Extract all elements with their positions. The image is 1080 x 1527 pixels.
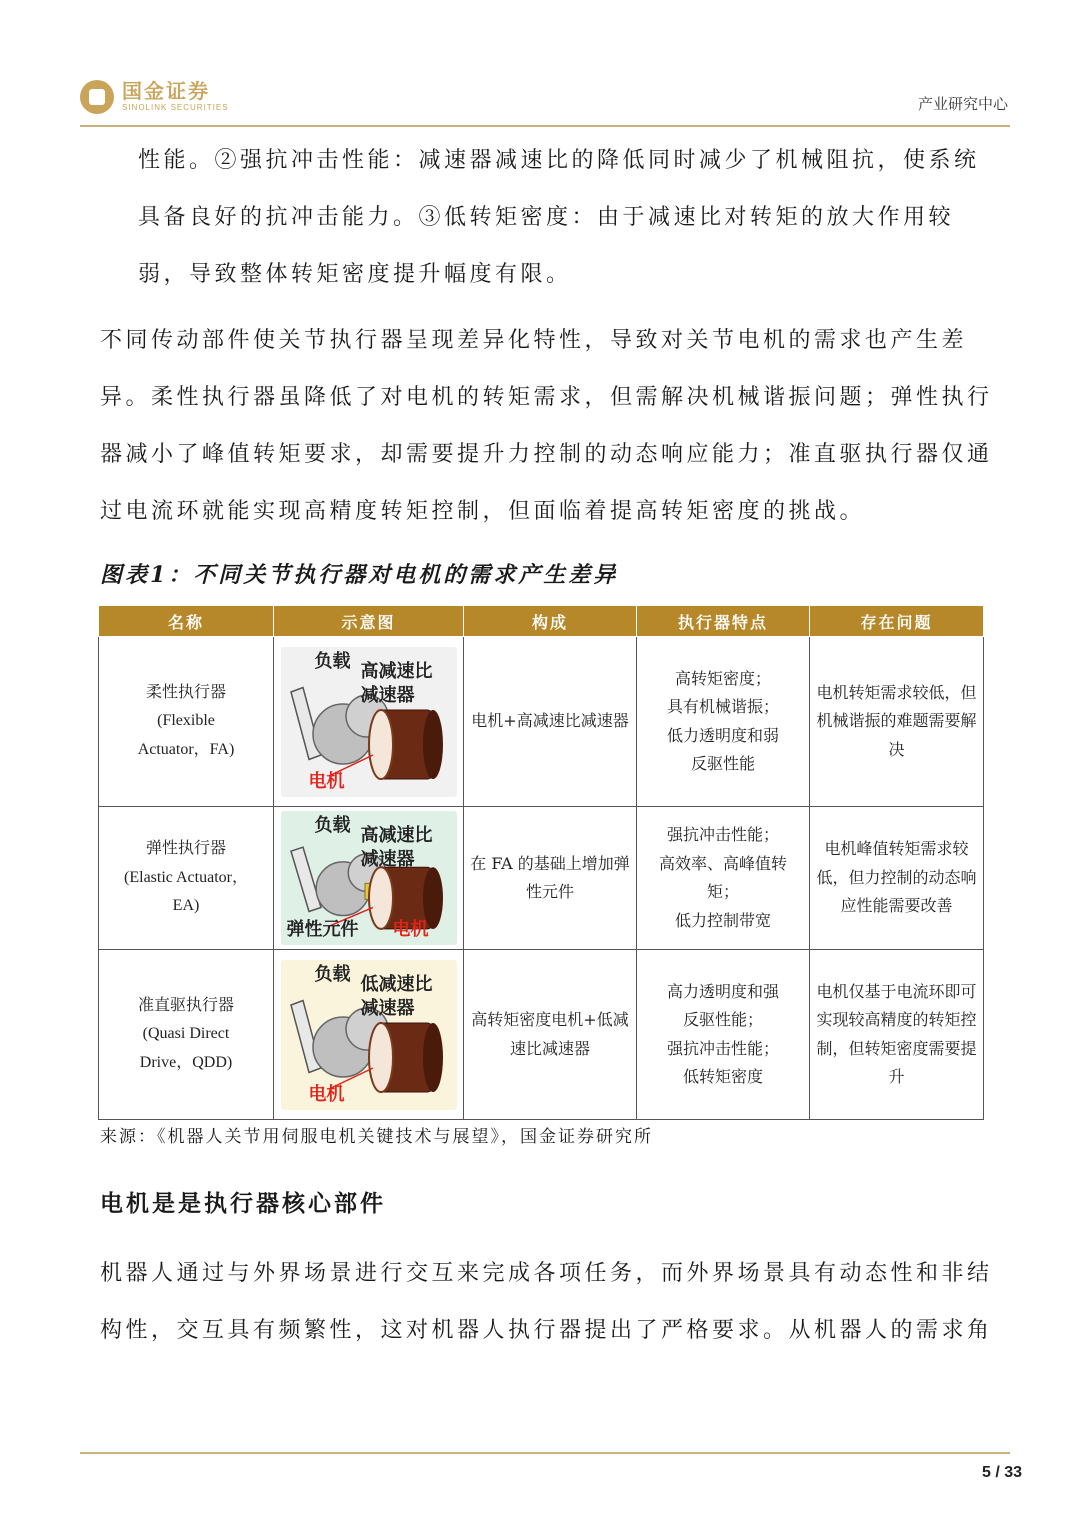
actuator-name-cn: 准直驱执行器 [137, 996, 234, 1014]
diagram-cell [274, 807, 464, 950]
actuator-name-cell [99, 637, 274, 807]
brand-cn: 国金证券 [122, 81, 210, 103]
logo-icon [80, 80, 114, 114]
feature-line: 反驱性能 [690, 754, 755, 773]
diagram-label-spring: 弹性元件 [286, 919, 359, 940]
composition-cell: 在 FA 的基础上增加弹性元件 [464, 807, 637, 950]
feature-line: 高力透明度和强 [666, 981, 779, 1001]
diagram-label-reducer: 减速器 [360, 684, 415, 706]
diagram-label-load: 负载 [314, 815, 351, 836]
table-header-row [99, 606, 984, 637]
feature-line: 强抗冲击性能； [666, 825, 779, 844]
feature-line: 矩； [706, 882, 739, 901]
issues-cell: 电机转矩需求较低，但机械谐振的难题需要解决 [810, 637, 984, 807]
feature-line: 具有机械谐振； [666, 697, 779, 716]
sinolink-logo [80, 80, 229, 114]
actuator-name-en: Actuator，FA) [137, 740, 235, 758]
actuator-name-en: (Quasi Direct [142, 1025, 230, 1043]
motor-face [369, 1023, 393, 1092]
actuator-name-en: (Flexible [157, 712, 215, 730]
column-header: 示意图 [274, 606, 464, 637]
actuator-name-en: Drive，QDD) [139, 1053, 233, 1071]
actuator-diagram [281, 647, 457, 797]
diagram-label-load: 负载 [314, 963, 351, 985]
actuator-name-cell [99, 950, 274, 1120]
actuator-diagram [281, 960, 457, 1110]
diagram-cell [274, 950, 464, 1120]
actuator-name-cn: 弹性执行器 [145, 840, 226, 858]
feature-line: 低转矩密度 [682, 1067, 763, 1086]
body-paragraph-1: 性能。②强抗冲击性能：减速器减速比的降低同时减少了机械阻抗，使系统具备良好的抗冲击能力。③低转矩密度：由于减速比对转矩的放大作用较弱，导致整体转矩密度提升幅度有限。 [138, 148, 980, 287]
section-title: 电机是是执行器核心部件 [100, 1190, 386, 1217]
diagram-label-load: 负载 [314, 650, 351, 672]
actuator-name-en: EA) [172, 897, 200, 915]
actuator-diagram [281, 811, 457, 945]
table-row [99, 950, 984, 1120]
features-cell [637, 637, 810, 807]
feature-line: 强抗冲击性能； [666, 1038, 779, 1058]
motor-end [423, 710, 443, 779]
actuator-comparison-table [98, 605, 984, 1120]
features-cell [637, 950, 810, 1120]
diagram-label-reducer: 减速器 [360, 997, 415, 1019]
figure-source: 来源：《机器人关节用伺服电机关键技术与展望》，国金证券研究所 [100, 1127, 653, 1147]
motor-face [369, 710, 393, 779]
motor-face [369, 867, 393, 929]
composition-cell: 高转矩密度电机+低减速比减速器 [464, 950, 637, 1120]
page-header [0, 0, 1080, 130]
feature-line: 高转矩密度； [674, 668, 771, 688]
diagram-label-motor: 电机 [308, 1083, 345, 1105]
body-paragraph-3: 机器人通过与外界场景进行交互来完成各项任务，而外界场景具有动态性和非结构性，交互具有频繁性，这对机器人执行器提出了严格要求。从机器人的需求角 [100, 1261, 993, 1343]
brand-en: SINOLINK SECURITIES [122, 103, 229, 112]
diagram-label-reducer: 高减速比 [360, 825, 433, 846]
diagram-label-motor: 电机 [392, 919, 429, 940]
composition-cell: 电机+高减速比减速器 [464, 637, 637, 807]
issues-cell: 电机仅基于电流环即可实现较高精度的转矩控制，但转矩密度需要提升 [810, 950, 984, 1120]
diagram-label-reducer: 低减速比 [360, 973, 433, 995]
actuator-name-en: (Elastic Actuator， [124, 868, 248, 886]
body-paragraph-2: 不同传动部件使关节执行器呈现差异化特性，导致对关节电机的需求也产生差异。柔性执行器虽降低了对电机的转矩需求，但需解决机械谐振问题；弹性执行器减小了峰值转矩要求，却需要提升力控制的动态响应能力；准直驱执行器仅通过电流环就能实现高精度转矩控制，但面临着提高转矩密度的挑战。 [100, 328, 993, 524]
issues-cell: 电机峰值转矩需求较低，但力控制的动态响应性能需要改善 [810, 807, 984, 950]
page-number: 5 / 33 [981, 1464, 1022, 1481]
column-header: 执行器特点 [637, 606, 810, 637]
feature-line: 低力透明度和弱 [666, 725, 779, 745]
arm-link [291, 847, 321, 911]
diagram-cell [274, 637, 464, 807]
actuator-name-cell [99, 807, 274, 950]
figure-title: 图表1：不同关节执行器对电机的需求产生差异 [100, 562, 619, 588]
column-header: 名称 [99, 606, 274, 637]
column-header: 存在问题 [810, 606, 984, 637]
features-cell [637, 807, 810, 950]
column-header: 构成 [464, 606, 637, 637]
table-row [99, 637, 984, 807]
feature-line: 低力控制带宽 [674, 910, 771, 930]
footer-divider [80, 1452, 1010, 1454]
diagram-label-motor: 电机 [308, 770, 345, 792]
department-label: 产业研究中心 [917, 96, 1008, 113]
feature-line: 高效率、高峰值转 [658, 853, 787, 873]
feature-line: 反驱性能； [682, 1010, 763, 1029]
table-row [99, 807, 984, 950]
header-divider [80, 125, 1010, 127]
motor-end [423, 1023, 443, 1092]
actuator-name-cn: 柔性执行器 [145, 683, 226, 701]
diagram-label-reducer: 高减速比 [360, 660, 433, 682]
diagram-label-reducer: 减速器 [360, 849, 415, 870]
